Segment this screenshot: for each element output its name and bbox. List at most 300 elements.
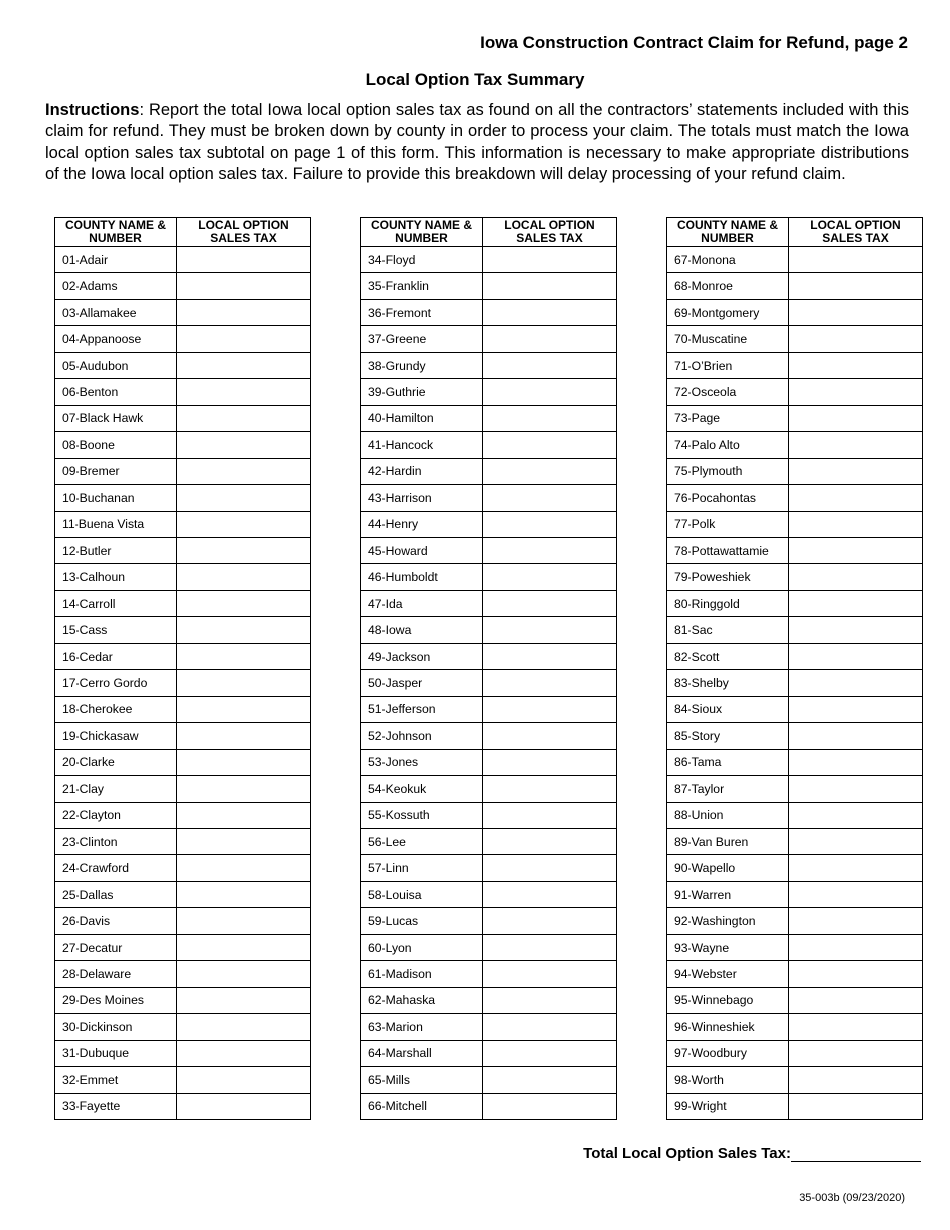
table-row (667, 961, 923, 987)
table-row (55, 537, 311, 563)
table-row (361, 511, 617, 537)
table-row (361, 590, 617, 616)
sales-tax-field[interactable] (483, 1040, 617, 1066)
sales-tax-field[interactable] (177, 802, 311, 828)
table-row (667, 247, 923, 273)
county-name: 68-Monroe (667, 273, 789, 299)
table-row (361, 881, 617, 907)
sales-tax-field[interactable] (483, 1067, 617, 1093)
county-name: 82-Scott (667, 643, 789, 669)
table-row (361, 1014, 617, 1040)
sales-tax-field[interactable] (789, 776, 923, 802)
county-name: 93-Wayne (667, 934, 789, 960)
sales-tax-field[interactable] (483, 723, 617, 749)
county-name: 39-Guthrie (361, 379, 483, 405)
table-row (55, 352, 311, 378)
table-row (55, 485, 311, 511)
sales-tax-field[interactable] (177, 670, 311, 696)
sales-tax-field[interactable] (177, 511, 311, 537)
county-name: 31-Dubuque (55, 1040, 177, 1066)
county-name: 59-Lucas (361, 908, 483, 934)
sales-tax-field[interactable] (177, 1093, 311, 1119)
sales-tax-field[interactable] (789, 617, 923, 643)
county-name: 69-Montgomery (667, 299, 789, 325)
table-row (361, 1093, 617, 1119)
instructions-paragraph (45, 100, 909, 186)
sales-tax-field[interactable] (483, 908, 617, 934)
sales-tax-field[interactable] (483, 485, 617, 511)
sales-tax-field[interactable] (483, 247, 617, 273)
sales-tax-field[interactable] (789, 802, 923, 828)
county-name: 88-Union (667, 802, 789, 828)
county-name: 85-Story (667, 723, 789, 749)
sales-tax-field[interactable] (789, 1093, 923, 1119)
sales-tax-field[interactable] (177, 379, 311, 405)
table-row (667, 643, 923, 669)
table-row (55, 776, 311, 802)
county-name: 19-Chickasaw (55, 723, 177, 749)
table-row (667, 855, 923, 881)
table-row (55, 670, 311, 696)
county-name: 89-Van Buren (667, 828, 789, 854)
county-name: 70-Muscatine (667, 326, 789, 352)
sales-tax-field[interactable] (177, 908, 311, 934)
table-row (361, 643, 617, 669)
county-name: 83-Shelby (667, 670, 789, 696)
sales-tax-header: LOCAL OPTION SALES TAX (483, 218, 617, 247)
county-name: 29-Des Moines (55, 987, 177, 1013)
sales-tax-field[interactable] (789, 643, 923, 669)
sales-tax-field[interactable] (483, 326, 617, 352)
sales-tax-field[interactable] (789, 590, 923, 616)
table-row (667, 405, 923, 431)
table-row (667, 1014, 923, 1040)
sales-tax-field[interactable] (789, 855, 923, 881)
county-name: 12-Butler (55, 537, 177, 563)
table-row (361, 352, 617, 378)
table-row (55, 1067, 311, 1093)
sales-tax-header: LOCAL OPTION SALES TAX (789, 218, 923, 247)
table-row (55, 749, 311, 775)
table-row (55, 273, 311, 299)
sales-tax-header: LOCAL OPTION SALES TAX (177, 218, 311, 247)
county-name: 46-Humboldt (361, 564, 483, 590)
sales-tax-field[interactable] (483, 855, 617, 881)
table-row (361, 617, 617, 643)
county-name: 51-Jefferson (361, 696, 483, 722)
county-name: 64-Marshall (361, 1040, 483, 1066)
table-row (361, 273, 617, 299)
county-name: 92-Washington (667, 908, 789, 934)
county-name: 50-Jasper (361, 670, 483, 696)
sales-tax-field[interactable] (789, 881, 923, 907)
sales-tax-field[interactable] (483, 537, 617, 563)
table-row (667, 696, 923, 722)
sales-tax-field[interactable] (177, 881, 311, 907)
county-name: 40-Hamilton (361, 405, 483, 431)
form-number: 35-003b (09/23/2020) (799, 1192, 905, 1204)
sales-tax-field[interactable] (483, 749, 617, 775)
sales-tax-field[interactable] (789, 934, 923, 960)
table-row (361, 828, 617, 854)
sales-tax-field[interactable] (483, 564, 617, 590)
county-name: 71-O’Brien (667, 352, 789, 378)
table-row (667, 1093, 923, 1119)
total-amount-field[interactable] (791, 1146, 921, 1162)
sales-tax-field[interactable] (789, 908, 923, 934)
county-name: 76-Pocahontas (667, 485, 789, 511)
table-row (55, 934, 311, 960)
county-name: 37-Greene (361, 326, 483, 352)
table-row (55, 405, 311, 431)
sales-tax-field[interactable] (177, 432, 311, 458)
county-name: 90-Wapello (667, 855, 789, 881)
table-row (55, 1014, 311, 1040)
county-name: 65-Mills (361, 1067, 483, 1093)
table-row (361, 670, 617, 696)
county-name: 14-Carroll (55, 590, 177, 616)
sales-tax-field[interactable] (483, 617, 617, 643)
total-separator: : (786, 1145, 791, 1162)
table-row (667, 326, 923, 352)
sales-tax-field[interactable] (483, 379, 617, 405)
table-row (361, 723, 617, 749)
county-name: 72-Osceola (667, 379, 789, 405)
county-name: 15-Cass (55, 617, 177, 643)
sales-tax-field[interactable] (177, 723, 311, 749)
county-name: 97-Woodbury (667, 1040, 789, 1066)
county-name: 44-Henry (361, 511, 483, 537)
county-table-header (361, 218, 617, 247)
county-table-1 (54, 217, 311, 1120)
table-row (361, 696, 617, 722)
sales-tax-field[interactable] (483, 458, 617, 484)
sales-tax-field[interactable] (483, 802, 617, 828)
sales-tax-field[interactable] (483, 352, 617, 378)
county-table-header (667, 218, 923, 247)
sales-tax-field[interactable] (483, 643, 617, 669)
sales-tax-field[interactable] (789, 326, 923, 352)
table-row (361, 485, 617, 511)
total-local-option-sales-tax (583, 1145, 921, 1162)
table-row (361, 432, 617, 458)
sales-tax-field[interactable] (177, 352, 311, 378)
table-row (55, 961, 311, 987)
county-name: 41-Hancock (361, 432, 483, 458)
county-name: 35-Franklin (361, 273, 483, 299)
table-row (361, 749, 617, 775)
table-row (667, 273, 923, 299)
table-row (55, 564, 311, 590)
table-row (667, 987, 923, 1013)
table-row (55, 511, 311, 537)
county-table-header (55, 218, 311, 247)
sales-tax-field[interactable] (483, 1014, 617, 1040)
table-row (55, 590, 311, 616)
section-title: Local Option Tax Summary (365, 70, 585, 89)
sales-tax-field[interactable] (789, 1067, 923, 1093)
table-row (667, 1040, 923, 1066)
sales-tax-field[interactable] (789, 352, 923, 378)
table-row (55, 1093, 311, 1119)
county-name: 98-Worth (667, 1067, 789, 1093)
sales-tax-field[interactable] (177, 1014, 311, 1040)
table-row (361, 379, 617, 405)
county-table-body (361, 247, 617, 1120)
sales-tax-field[interactable] (789, 749, 923, 775)
sales-tax-field[interactable] (789, 723, 923, 749)
sales-tax-field[interactable] (789, 432, 923, 458)
county-name: 54-Keokuk (361, 776, 483, 802)
table-row (361, 961, 617, 987)
county-name: 81-Sac (667, 617, 789, 643)
county-name: 24-Crawford (55, 855, 177, 881)
county-name: 01-Adair (55, 247, 177, 273)
table-row (667, 670, 923, 696)
county-table-body (667, 247, 923, 1120)
county-name: 28-Delaware (55, 961, 177, 987)
sales-tax-field[interactable] (483, 776, 617, 802)
sales-tax-field[interactable] (177, 299, 311, 325)
county-name: 42-Hardin (361, 458, 483, 484)
sales-tax-field[interactable] (177, 590, 311, 616)
sales-tax-field[interactable] (177, 273, 311, 299)
sales-tax-field[interactable] (177, 247, 311, 273)
sales-tax-field[interactable] (483, 696, 617, 722)
county-name: 49-Jackson (361, 643, 483, 669)
county-name: 99-Wright (667, 1093, 789, 1119)
sales-tax-field[interactable] (177, 696, 311, 722)
sales-tax-field[interactable] (789, 299, 923, 325)
sales-tax-field[interactable] (177, 961, 311, 987)
county-name: 10-Buchanan (55, 485, 177, 511)
county-name: 18-Cherokee (55, 696, 177, 722)
sales-tax-field[interactable] (177, 776, 311, 802)
county-name: 48-Iowa (361, 617, 483, 643)
table-row (55, 696, 311, 722)
table-row (361, 247, 617, 273)
sales-tax-field[interactable] (483, 1093, 617, 1119)
table-row (55, 643, 311, 669)
sales-tax-field[interactable] (789, 273, 923, 299)
table-row (667, 564, 923, 590)
county-name: 87-Taylor (667, 776, 789, 802)
county-name: 91-Warren (667, 881, 789, 907)
sales-tax-field[interactable] (789, 458, 923, 484)
table-row (55, 1040, 311, 1066)
county-name: 03-Allamakee (55, 299, 177, 325)
sales-tax-field[interactable] (483, 670, 617, 696)
table-row (361, 802, 617, 828)
sales-tax-field[interactable] (177, 617, 311, 643)
table-row (667, 590, 923, 616)
instructions-text: : Report the total Iowa local option sales tax as found on all the contractors’ statements included with this claim for refund. They must be broken down by county in order to process your claim. The totals must match the Iowa local option sales tax subtotal on page 1 of this form. This information is necessary to make appropriate distributions of the Iowa local option sales tax. Failure to provide this breakdown will delay processing of your refund claim. (45, 101, 909, 184)
sales-tax-field[interactable] (789, 696, 923, 722)
county-name: 08-Boone (55, 432, 177, 458)
county-name: 55-Kossuth (361, 802, 483, 828)
table-row (361, 908, 617, 934)
sales-tax-field[interactable] (177, 749, 311, 775)
county-name: 04-Appanoose (55, 326, 177, 352)
page-header-title: Iowa Construction Contract Claim for Refund, page 2 (480, 33, 908, 52)
table-row (361, 1040, 617, 1066)
county-name: 11-Buena Vista (55, 511, 177, 537)
county-name-header: COUNTY NAME & NUMBER (667, 218, 789, 247)
county-name: 75-Plymouth (667, 458, 789, 484)
sales-tax-field[interactable] (177, 828, 311, 854)
county-name: 38-Grundy (361, 352, 483, 378)
table-row (667, 537, 923, 563)
county-name: 22-Clayton (55, 802, 177, 828)
county-name: 34-Floyd (361, 247, 483, 273)
sales-tax-field[interactable] (789, 247, 923, 273)
sales-tax-field[interactable] (177, 405, 311, 431)
county-name: 62-Mahaska (361, 987, 483, 1013)
sales-tax-field[interactable] (483, 961, 617, 987)
table-row (361, 776, 617, 802)
county-name: 09-Bremer (55, 458, 177, 484)
county-name: 86-Tama (667, 749, 789, 775)
county-name: 21-Clay (55, 776, 177, 802)
sales-tax-field[interactable] (789, 1040, 923, 1066)
table-row (55, 432, 311, 458)
sales-tax-field[interactable] (483, 299, 617, 325)
county-name: 45-Howard (361, 537, 483, 563)
sales-tax-field[interactable] (789, 537, 923, 563)
table-row (55, 723, 311, 749)
table-row (667, 802, 923, 828)
county-name: 52-Johnson (361, 723, 483, 749)
county-table-body (55, 247, 311, 1120)
county-name: 61-Madison (361, 961, 483, 987)
sales-tax-field[interactable] (483, 934, 617, 960)
sales-tax-field[interactable] (177, 326, 311, 352)
county-name: 79-Poweshiek (667, 564, 789, 590)
sales-tax-field[interactable] (483, 273, 617, 299)
sales-tax-field[interactable] (483, 511, 617, 537)
table-row (55, 828, 311, 854)
sales-tax-field[interactable] (789, 670, 923, 696)
table-row (361, 405, 617, 431)
sales-tax-field[interactable] (177, 855, 311, 881)
county-name: 66-Mitchell (361, 1093, 483, 1119)
table-row (667, 299, 923, 325)
sales-tax-field[interactable] (789, 485, 923, 511)
county-name: 06-Benton (55, 379, 177, 405)
table-row (667, 352, 923, 378)
sales-tax-field[interactable] (789, 379, 923, 405)
instructions-label: Instructions (45, 101, 140, 119)
county-name: 17-Cerro Gordo (55, 670, 177, 696)
county-name: 16-Cedar (55, 643, 177, 669)
sales-tax-field[interactable] (789, 564, 923, 590)
county-name: 43-Harrison (361, 485, 483, 511)
table-row (667, 511, 923, 537)
county-name: 63-Marion (361, 1014, 483, 1040)
sales-tax-field[interactable] (177, 1067, 311, 1093)
county-name: 80-Ringgold (667, 590, 789, 616)
county-name: 36-Fremont (361, 299, 483, 325)
sales-tax-field[interactable] (789, 961, 923, 987)
table-row (361, 299, 617, 325)
county-name: 77-Polk (667, 511, 789, 537)
table-row (55, 458, 311, 484)
county-name: 25-Dallas (55, 881, 177, 907)
table-row (361, 458, 617, 484)
county-name: 47-Ida (361, 590, 483, 616)
county-name: 05-Audubon (55, 352, 177, 378)
table-row (667, 458, 923, 484)
sales-tax-field[interactable] (789, 405, 923, 431)
table-row (667, 908, 923, 934)
county-name: 53-Jones (361, 749, 483, 775)
county-name: 32-Emmet (55, 1067, 177, 1093)
table-row (361, 987, 617, 1013)
table-row (667, 934, 923, 960)
county-name: 94-Webster (667, 961, 789, 987)
total-label: Total Local Option Sales Tax (583, 1145, 786, 1162)
sales-tax-field[interactable] (789, 511, 923, 537)
sales-tax-field[interactable] (483, 405, 617, 431)
county-name: 96-Winneshiek (667, 1014, 789, 1040)
county-name: 33-Fayette (55, 1093, 177, 1119)
sales-tax-field[interactable] (177, 1040, 311, 1066)
county-name: 78-Pottawattamie (667, 537, 789, 563)
county-name: 30-Dickinson (55, 1014, 177, 1040)
sales-tax-field[interactable] (177, 485, 311, 511)
county-name: 56-Lee (361, 828, 483, 854)
sales-tax-field[interactable] (177, 458, 311, 484)
table-row (361, 1067, 617, 1093)
table-row (55, 379, 311, 405)
sales-tax-field[interactable] (177, 934, 311, 960)
table-row (55, 855, 311, 881)
table-row (361, 326, 617, 352)
sales-tax-field[interactable] (483, 828, 617, 854)
sales-tax-field[interactable] (483, 432, 617, 458)
county-name: 23-Clinton (55, 828, 177, 854)
sales-tax-field[interactable] (789, 828, 923, 854)
county-name: 27-Decatur (55, 934, 177, 960)
table-row (667, 485, 923, 511)
sales-tax-field[interactable] (177, 564, 311, 590)
sales-tax-field[interactable] (177, 643, 311, 669)
table-row (55, 802, 311, 828)
sales-tax-field[interactable] (483, 881, 617, 907)
table-row (55, 881, 311, 907)
county-name-header: COUNTY NAME & NUMBER (55, 218, 177, 247)
sales-tax-field[interactable] (177, 987, 311, 1013)
county-name: 58-Louisa (361, 881, 483, 907)
county-name: 20-Clarke (55, 749, 177, 775)
county-name: 74-Palo Alto (667, 432, 789, 458)
county-table-3 (666, 217, 923, 1120)
sales-tax-field[interactable] (177, 537, 311, 563)
table-row (667, 749, 923, 775)
county-name: 73-Page (667, 405, 789, 431)
county-name: 13-Calhoun (55, 564, 177, 590)
table-row (361, 855, 617, 881)
table-row (55, 299, 311, 325)
county-name: 60-Lyon (361, 934, 483, 960)
table-row (667, 776, 923, 802)
sales-tax-field[interactable] (483, 987, 617, 1013)
table-row (55, 326, 311, 352)
table-row (55, 617, 311, 643)
sales-tax-field[interactable] (789, 987, 923, 1013)
sales-tax-field[interactable] (789, 1014, 923, 1040)
sales-tax-field[interactable] (483, 590, 617, 616)
